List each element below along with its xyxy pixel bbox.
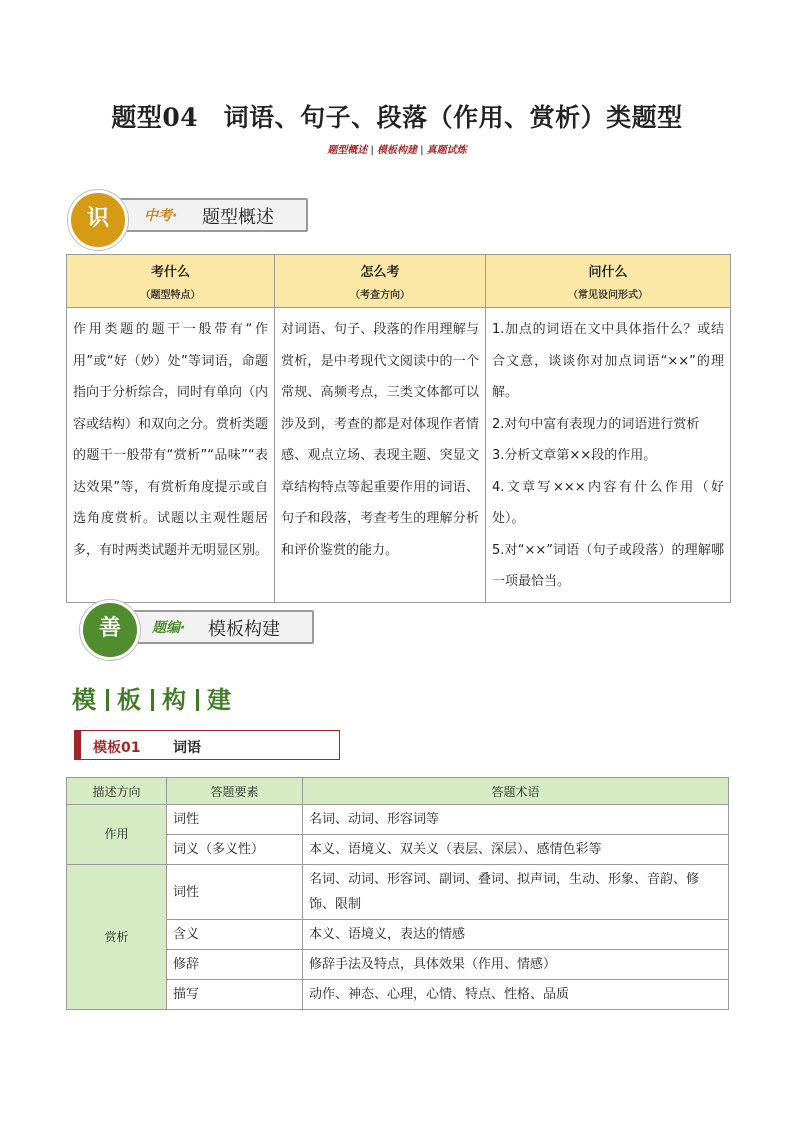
cell-questions (486, 308, 731, 603)
question-item: 2.对句中富有表现力的词语进行赏析 (492, 416, 700, 432)
header-what: 考什么 （题型特点） (67, 255, 275, 308)
section-tag: 题编· (152, 620, 186, 636)
table-row (67, 920, 729, 950)
overview-table (66, 254, 731, 603)
question-item: 4.文章写×××内容有什么作用（好处）。 (492, 479, 724, 526)
page-title: 题型04 词语、句子、段落（作用、赏析）类题型 (111, 103, 683, 132)
section-badge-icon: 识 (68, 190, 128, 250)
template-label: 模板01 (93, 740, 141, 756)
header-term: 答题术语 (303, 778, 729, 805)
element-cell: 词性 (167, 865, 303, 920)
term-cell: 本义、语境义，表达的情感 (303, 920, 729, 950)
category-cell: 赏析 (67, 865, 167, 1010)
header-ask: 问什么 （常见设问形式） (486, 255, 731, 308)
term-cell: 名词、动词、形容词、副词、叠词、拟声词，生动、形象、音韵、修饰、限制 (303, 865, 729, 920)
header-how: 怎么考 （考查方向） (275, 255, 486, 308)
section-banner (108, 198, 308, 232)
subnav-item-template[interactable]: 模板构建 (377, 145, 417, 156)
term-cell: 本义、语境义、双关义（表层、深层）、感情色彩等 (303, 835, 729, 865)
template-table (66, 777, 729, 1010)
table-row (67, 865, 729, 920)
subnav-item-overview[interactable]: 题型概述 (327, 145, 368, 156)
table-row (67, 950, 729, 980)
question-item: 1.加点的词语在文中具体指什么？或结合文意，谈谈你对加点词语“××”的理解。 (492, 322, 724, 400)
template-name: 词语 (173, 740, 201, 756)
template-heading (74, 730, 340, 760)
question-item: 3.分析文章第××段的作用。 (492, 448, 657, 463)
category-cell: 作用 (67, 805, 167, 865)
header-direction: 描述方向 (67, 778, 167, 805)
section-title: 模板构建 (208, 619, 280, 640)
term-cell: 名词、动词、形容词等 (303, 805, 729, 835)
element-cell: 描写 (167, 980, 303, 1010)
element-cell: 含义 (167, 920, 303, 950)
section-banner (120, 610, 314, 644)
section-tag: 中考· (144, 208, 178, 224)
subnav: 题型概述 | 模板构建 | 真题试炼 (327, 145, 467, 156)
big-heading: 模 板 构 建 (72, 685, 233, 714)
header-element: 答题要素 (167, 778, 303, 805)
term-cell: 动作、神态、心理，心情、特点、性格、品质 (303, 980, 729, 1010)
term-cell: 修辞手法及特点，具体效果（作用、情感） (303, 950, 729, 980)
section-badge-icon: 善 (80, 600, 140, 660)
table-row (67, 835, 729, 865)
subnav-item-practice[interactable]: 真题试炼 (426, 145, 467, 156)
section-title: 题型概述 (202, 207, 274, 228)
section-header-overview (68, 190, 308, 250)
cell-features: 作用类题的题干一般带有“作用”或“好（妙）处”等词语，命题指向于分析综合，同时有单向（内容或结构）和双向之分。赏析类题的题干一般带有“赏析”“品味”“表达效果”等，有赏析角度提示或自选角度赏析。试题以主观性题居多，有时两类试题并无明显区别。 (67, 308, 275, 603)
element-cell: 词义（多义性） (167, 835, 303, 865)
table-row (67, 980, 729, 1010)
question-item: 5.对“××”词语（句子或段落）的理解哪一项最恰当。 (492, 542, 724, 589)
cell-directions: 对词语、句子、段落的作用理解与赏析，是中考现代文阅读中的一个常规、高频考点，三类文体都可以涉及到，考查的都是对体现作者情感、观点立场、表现主题、突显文章结构特点等起重要作用的词语、句子和段落，考查考生的理解分析和评价鉴赏的能力。 (275, 308, 486, 603)
element-cell: 修辞 (167, 950, 303, 980)
section-header-template (80, 600, 320, 660)
table-row (67, 805, 729, 835)
element-cell: 词性 (167, 805, 303, 835)
